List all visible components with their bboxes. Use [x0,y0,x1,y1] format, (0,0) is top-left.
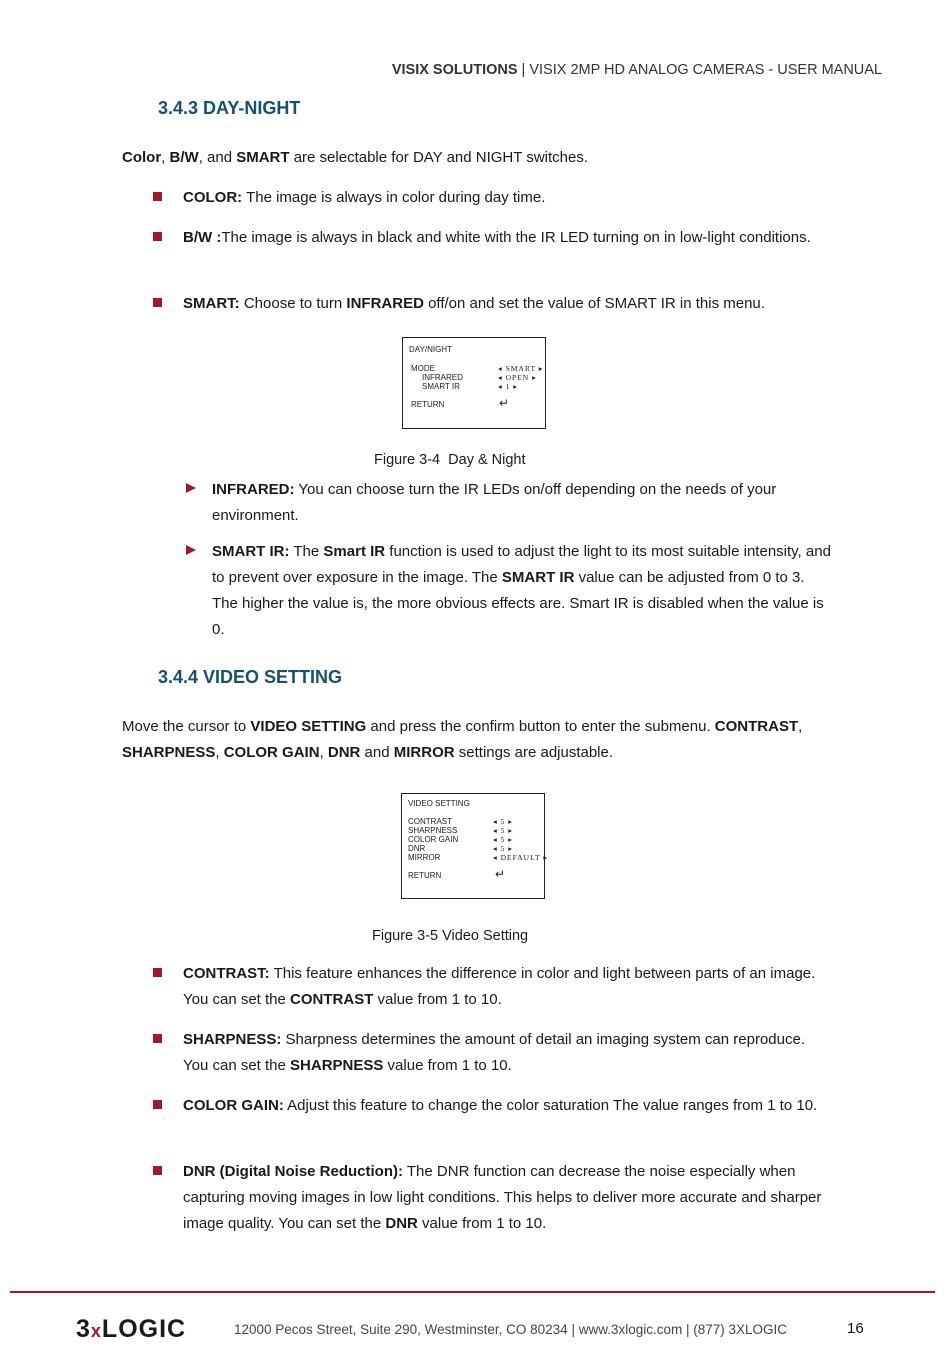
menu-row-value: ◂ 1 ▸ [498,382,519,391]
intro-bold: CONTRAST [714,718,799,735]
menu-return: RETURN [411,400,445,409]
intro-bold: SHARPNESS [122,744,216,761]
intro-bold-smart: SMART [236,149,290,166]
caption-number: Figure 3-5 [372,928,439,944]
section-heading-video-setting: 3.4.4 VIDEO SETTING [158,667,343,687]
menu-row-value: ◂ OPEN ▸ [498,373,537,382]
menu-row-value: ◂ SMART ▸ [498,364,544,373]
menu-row-label: SHARPNESS [408,826,458,835]
menu-row-value: ◂ 5 ▸ [493,835,514,844]
square-bullet-icon [153,192,162,201]
intro-text: , [215,744,224,761]
list-item-sharpness [183,1027,833,1079]
item-term: SHARPNESS: [183,1031,282,1048]
intro-bold: VIDEO SETTING [250,718,367,735]
logo-text: 3 [76,1315,91,1343]
menu-row-value: ◂ DEFAULT ▸ [493,853,549,862]
menu-row-value: ◂ 5 ▸ [493,844,514,853]
square-bullet-icon [153,968,162,977]
running-header [392,62,882,78]
video-setting-intro [122,714,822,766]
value-text: DEFAULT [500,853,541,862]
value-text: OPEN [505,373,530,382]
list-item-dnr [183,1159,833,1237]
page-number: 16 [847,1320,864,1337]
logo-text: x [90,1321,102,1341]
intro-text: are selectable for DAY and NIGHT switches. [289,149,589,166]
square-bullet-icon [153,1166,162,1175]
square-bullet-icon [153,298,162,307]
item-text: function is used to adjust the light to its most suitable intensity, and to prevent over exposure in the image. The [212,543,831,586]
value-text: 5 [500,826,506,835]
square-bullet-icon [153,232,162,241]
item-term: B/W : [183,229,222,246]
list-item-bw [183,225,833,251]
sub-item-infrared [212,477,832,529]
item-text: value can be adjusted from 0 to 3. The higher the value is, the more obvious effects are. Smart IR is disabled when the value is 0. [212,569,824,638]
header-company: VISIX SOLUTIONS [391,62,518,78]
item-term: DNR (Digital Noise Reduction): [183,1163,403,1180]
item-text: This feature enhances the difference in color and light between parts of an image. You can set the [183,965,816,1008]
section-heading-day-night: 3.4.3 DAY-NIGHT [158,98,301,118]
intro-text: , [161,149,170,166]
item-bold: SHARPNESS [290,1057,384,1074]
intro-bold-bw: B/W [169,149,199,166]
figure-caption [372,928,528,944]
item-bold: SMART IR [501,569,575,586]
menu-row-label: DNR [408,844,426,853]
day-night-menu-figure [402,337,546,429]
item-term: INFRARED: [212,481,295,498]
caption-number: Figure 3-4 [374,452,441,468]
item-text: value from 1 to 10. [373,991,502,1008]
item-bold: DNR [385,1215,418,1232]
list-item-contrast [183,961,833,1013]
return-arrow-icon: ↵ [499,396,510,410]
logo-text: LOGIC [101,1315,187,1343]
video-setting-menu-figure [401,793,549,899]
list-item-color-gain [183,1093,833,1119]
sub-item-smart-ir [212,539,832,643]
footer-address: 12000 Pecos Street, Suite 290, Westminster, CO 80234 | www.3xlogic.com | (877) 3XLOGIC [234,1322,788,1337]
intro-text: , [319,744,328,761]
value-text: SMART [505,364,536,373]
menu-return: RETURN [408,871,442,880]
item-text: value from 1 to 10. [417,1215,547,1232]
item-text: The [289,543,324,560]
menu-row-label: INFRARED [422,373,463,382]
item-term: SMART: [183,295,240,312]
intro-text: Move the cursor to [122,718,251,735]
square-bullet-icon [153,1034,162,1043]
value-text: 1 [505,382,511,391]
day-night-intro [122,145,588,171]
header-title: VISIX 2MP HD ANALOG CAMERAS - USER MANUAL [529,62,882,78]
figure-caption [374,452,526,468]
triangle-bullet-icon [186,483,196,493]
intro-bold-color: Color [122,149,162,166]
item-text: Sharpness determines the amount of detail an imaging system can reproduce. You can set the [183,1031,805,1074]
item-term: CONTRAST: [183,965,270,982]
menu-row-value: ◂ 5 ▸ [493,817,514,826]
menu-row-value: ◂ 5 ▸ [493,826,514,835]
square-bullet-icon [153,1100,162,1109]
value-text: 5 [500,817,506,826]
menu-row-label: COLOR GAIN [408,835,459,844]
intro-text: and [360,744,394,761]
footer-rule [10,1291,935,1293]
company-logo [76,1315,186,1344]
item-text: The image is always in black and white with the IR LED turning on in low-light conditions. [221,229,811,246]
item-text: You can choose turn the IR LEDs on/off depending on the needs of your environment. [212,481,777,524]
list-item-color [183,185,833,211]
menu-row-label: CONTRAST [408,817,452,826]
triangle-bullet-icon [186,545,196,555]
menu-title: DAY/NIGHT [409,345,452,354]
value-text: 5 [500,835,506,844]
item-bold: CONTRAST [290,991,374,1008]
value-text: 5 [500,844,506,853]
item-term: COLOR: [183,189,243,206]
menu-row-label: MIRROR [408,853,441,862]
list-item-smart [183,291,833,317]
intro-text: , [798,718,803,735]
item-text: The DNR function can decrease the noise especially when capturing moving images in low light conditions. This helps to deliver more accurate and sharper image quality. You can set the [183,1163,822,1232]
intro-bold: MIRROR [393,744,455,761]
menu-row-label: MODE [411,364,435,373]
intro-text: , and [198,149,237,166]
item-term: COLOR GAIN: [183,1097,284,1114]
item-text: Adjust this feature to change the color saturation The value ranges from 1 to 10. [283,1097,818,1114]
return-arrow-icon: ↵ [495,867,506,881]
item-term: SMART IR: [212,543,290,560]
item-bold: Smart IR [323,543,386,560]
item-text: The image is always in color during day time. [242,189,546,206]
menu-title: VIDEO SETTING [408,799,470,808]
intro-text: and press the confirm button to enter the submenu. [366,718,715,735]
intro-bold: DNR [327,744,361,761]
caption-text: Video Setting [442,928,529,944]
item-text: off/on and set the value of SMART IR in this menu. [423,295,765,312]
caption-text: Day & Night [448,452,526,468]
intro-text: settings are adjustable. [454,744,614,761]
header-separator: | [517,62,530,78]
item-bold: INFRARED [346,295,424,312]
item-text: value from 1 to 10. [383,1057,512,1074]
item-text: Choose to turn [239,295,347,312]
menu-row-label: SMART IR [422,382,460,391]
intro-bold: COLOR GAIN [223,744,320,761]
